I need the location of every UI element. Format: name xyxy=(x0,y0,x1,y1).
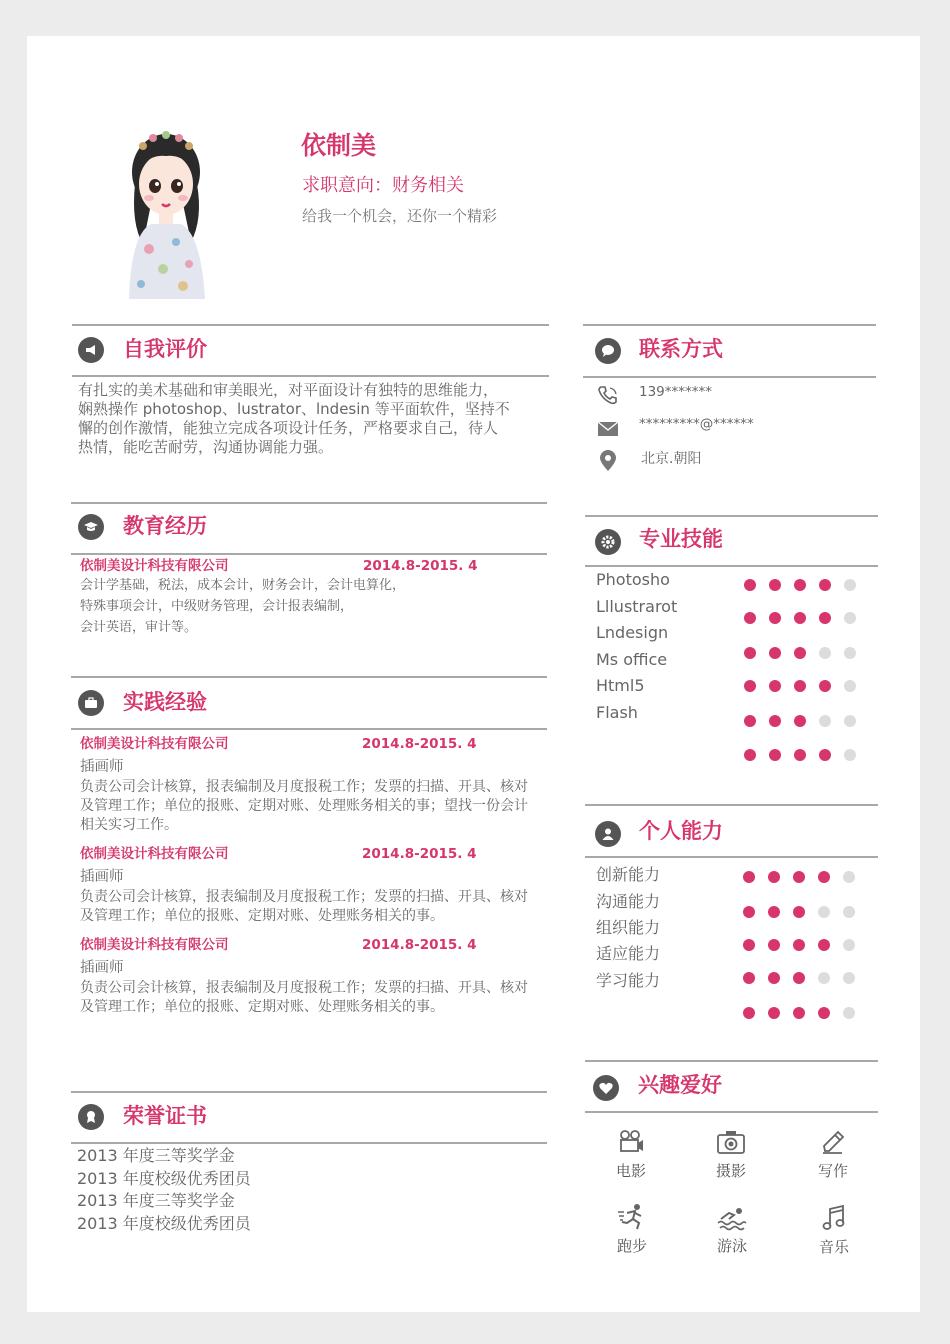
skill-label: Flash xyxy=(596,703,638,722)
skill-rating-dot xyxy=(844,749,856,761)
envelope-icon xyxy=(596,418,620,440)
self-eval-line: 热情，能吃苦耐劳，沟通协调能力强。 xyxy=(78,438,334,456)
hobby-writing xyxy=(803,1128,863,1181)
skill-rating-dot xyxy=(744,579,756,591)
divider xyxy=(585,515,878,517)
self-eval-line: 懈的创作激情，能独立完成各项设计任务，严格要求自己，待人 xyxy=(78,419,499,437)
skill-rating-dot xyxy=(744,647,756,659)
hobby-swimming xyxy=(702,1203,762,1256)
motto: 给我一个机会，还你一个精彩 xyxy=(302,207,498,225)
practice-line: 负责公司会计核算，报表编制及月度报税工作；发票的扫描、开具、核对 xyxy=(80,889,528,905)
ability-rating-dot xyxy=(743,972,755,984)
skill-rating-dot xyxy=(794,715,806,727)
phone-icon xyxy=(596,384,620,406)
ability-rating-dot xyxy=(768,972,780,984)
ability-rating-dot xyxy=(768,906,780,918)
practice-role: 插画师 xyxy=(80,869,124,885)
skill-rating-row xyxy=(744,579,869,591)
skill-rating-dot xyxy=(744,680,756,692)
ability-rating-dot xyxy=(743,906,755,918)
skill-rating-dot xyxy=(819,749,831,761)
skill-rating-dot xyxy=(744,749,756,761)
divider xyxy=(71,1091,547,1093)
contact-phone: 139******* xyxy=(639,384,713,400)
practice-company: 依制美设计科技有限公司 xyxy=(80,846,229,862)
ability-rating-dot xyxy=(793,972,805,984)
ability-rating-dot xyxy=(818,871,830,883)
ability-rating-dot xyxy=(743,1007,755,1019)
divider xyxy=(583,324,876,326)
skill-rating-dot xyxy=(794,749,806,761)
avatar-illustration xyxy=(121,124,211,304)
job-objective: 求职意向：财务相关 xyxy=(302,175,464,196)
award-medal-icon xyxy=(78,1104,104,1130)
ability-rating-dot xyxy=(793,1007,805,1019)
resume-page xyxy=(27,36,920,1312)
hobby-photography xyxy=(701,1128,761,1181)
divider xyxy=(71,1142,547,1144)
candidate-name: 依制美 xyxy=(301,131,377,160)
hobby-label: 写作 xyxy=(817,1162,848,1180)
divider xyxy=(585,804,878,806)
hobby-movie xyxy=(601,1128,661,1181)
skill-rating-row xyxy=(744,647,869,659)
self-eval-text xyxy=(78,381,548,457)
practice-line: 相关实习工作。 xyxy=(80,817,178,833)
briefcase-icon xyxy=(78,690,104,716)
heart-icon xyxy=(593,1075,619,1101)
chat-bubble-icon xyxy=(595,338,621,364)
skill-rating-dot xyxy=(819,715,831,727)
honor-item: 2013 年度三等奖学金 xyxy=(77,1146,235,1165)
education-line: 会计学基础，税法，成本会计，财务会计，会计电算化， xyxy=(80,578,406,593)
ability-rating-dot xyxy=(793,906,805,918)
contact-location: 北京.朝阳 xyxy=(641,451,702,467)
skill-label: Lllustrarot xyxy=(596,597,678,616)
contact-email: *********@****** xyxy=(639,416,754,432)
pencil-icon xyxy=(818,1128,848,1156)
ability-label: 组织能力 xyxy=(596,918,661,937)
ability-rating-row xyxy=(743,972,868,984)
skill-rating-dot xyxy=(844,647,856,659)
practice-period: 2014.8-2015. 4 xyxy=(362,846,477,862)
skill-rating-dot xyxy=(794,680,806,692)
honor-item: 2013 年度校级优秀团员 xyxy=(77,1213,251,1233)
skill-rating-dot xyxy=(844,680,856,692)
ability-rating-dot xyxy=(843,871,855,883)
skill-rating-dot xyxy=(819,680,831,692)
skill-label: Ms office xyxy=(596,650,668,669)
hobby-label: 摄影 xyxy=(715,1162,746,1180)
practice-line: 及管理工作；单位的报账、定期对账、处理账务相关的事。 xyxy=(80,999,444,1015)
ability-rating-dot xyxy=(843,939,855,951)
ability-rating-dot xyxy=(768,939,780,951)
skill-rating-dot xyxy=(794,612,806,624)
ability-label: 适应能力 xyxy=(596,944,661,963)
divider xyxy=(71,502,547,504)
skill-rating-dot xyxy=(844,579,856,591)
ability-rating-row xyxy=(743,939,868,951)
location-pin-icon xyxy=(596,450,620,472)
practice-period: 2014.8-2015. 4 xyxy=(362,736,477,752)
gear-icon xyxy=(595,529,621,555)
practice-line: 负责公司会计核算，报表编制及月度报税工作；发票的扫描、开具、核对 xyxy=(80,980,528,996)
skill-rating-dot xyxy=(794,579,806,591)
abilities-title: 个人能力 xyxy=(639,819,723,843)
hobby-label: 音乐 xyxy=(818,1238,849,1256)
self-eval-title: 自我评价 xyxy=(123,337,207,361)
camera-icon xyxy=(716,1128,746,1156)
skill-rating-dot xyxy=(819,579,831,591)
practice-role: 插画师 xyxy=(80,960,124,976)
music-note-icon xyxy=(819,1204,849,1232)
divider xyxy=(585,856,878,858)
honor-item: 2013 年度校级优秀团员 xyxy=(77,1168,251,1188)
ability-rating-dot xyxy=(818,906,830,918)
practice-line: 及管理工作；单位的报账、定期对账、处理账务相关的事。 xyxy=(80,908,444,924)
divider xyxy=(585,1111,878,1113)
divider xyxy=(71,676,547,678)
ability-rating-dot xyxy=(818,1007,830,1019)
ability-label: 创新能力 xyxy=(596,865,661,884)
honor-item: 2013 年度三等奖学金 xyxy=(77,1191,235,1210)
ability-rating-dot xyxy=(793,939,805,951)
education-period: 2014.8-2015. 4 xyxy=(363,558,478,574)
ability-label: 沟通能力 xyxy=(596,892,661,911)
hobby-music xyxy=(804,1204,864,1257)
ability-rating-dot xyxy=(793,871,805,883)
contact-title: 联系方式 xyxy=(639,337,723,361)
running-icon xyxy=(617,1203,647,1231)
divider xyxy=(583,376,876,378)
skill-rating-dot xyxy=(844,715,856,727)
skill-label: Html5 xyxy=(596,676,645,695)
divider xyxy=(71,553,547,555)
ability-rating-dot xyxy=(843,906,855,918)
skill-rating-row xyxy=(744,680,869,692)
skills-title: 专业技能 xyxy=(639,527,723,551)
education-title: 教育经历 xyxy=(123,514,207,538)
skill-rating-row xyxy=(744,612,869,624)
self-eval-line: 有扎实的美术基础和审美眼光，对平面设计有独特的思维能力， xyxy=(78,381,499,399)
honors-title: 荣誉证书 xyxy=(123,1104,207,1128)
graduation-cap-icon xyxy=(78,514,104,540)
skill-rating-dot xyxy=(819,612,831,624)
swimming-icon xyxy=(717,1203,747,1231)
ability-rating-row xyxy=(743,906,868,918)
megaphone-icon xyxy=(78,337,104,363)
practice-company: 依制美设计科技有限公司 xyxy=(80,736,229,752)
skill-rating-row xyxy=(744,715,869,727)
ability-rating-dot xyxy=(768,871,780,883)
skill-rating-dot xyxy=(769,749,781,761)
ability-rating-dot xyxy=(743,939,755,951)
education-company: 依制美设计科技有限公司 xyxy=(80,558,229,574)
education-line: 特殊事项会计，中级财务管理，会计报表编制， xyxy=(80,599,354,614)
divider xyxy=(585,565,878,567)
ability-rating-row xyxy=(743,871,868,883)
skill-rating-dot xyxy=(819,647,831,659)
skill-rating-dot xyxy=(769,579,781,591)
skill-label: Photosho xyxy=(596,570,670,589)
ability-rating-dot xyxy=(818,972,830,984)
hobby-label: 电影 xyxy=(615,1162,646,1180)
divider xyxy=(585,1060,878,1062)
film-camera-icon xyxy=(616,1128,646,1156)
divider xyxy=(72,324,549,326)
skill-rating-dot xyxy=(769,612,781,624)
practice-period: 2014.8-2015. 4 xyxy=(362,937,477,953)
ability-rating-dot xyxy=(843,972,855,984)
self-eval-line: 娴熟操作 photoshop、lustrator、lndesin 等平面软件，坚持不 xyxy=(78,400,510,418)
skill-rating-dot xyxy=(769,715,781,727)
skill-rating-dot xyxy=(744,612,756,624)
ability-rating-dot xyxy=(843,1007,855,1019)
skill-rating-dot xyxy=(744,715,756,727)
skill-rating-dot xyxy=(769,680,781,692)
ability-rating-dot xyxy=(743,871,755,883)
ability-rating-dot xyxy=(818,939,830,951)
education-line: 会计英语，审计等。 xyxy=(80,620,198,635)
practice-company: 依制美设计科技有限公司 xyxy=(80,937,229,953)
practice-line: 及管理工作；单位的报账、定期对账、处理账务相关的事；望找一份会计 xyxy=(80,798,528,814)
practice-line: 负责公司会计核算，报表编制及月度报税工作；发票的扫描、开具、核对 xyxy=(80,779,528,795)
ability-rating-row xyxy=(743,1007,868,1019)
hobby-label: 跑步 xyxy=(616,1237,647,1255)
ability-label: 学习能力 xyxy=(596,971,661,990)
practice-role: 插画师 xyxy=(80,759,124,775)
honors-list xyxy=(77,1145,251,1235)
skill-rating-dot xyxy=(794,647,806,659)
skill-rating-row xyxy=(744,749,869,761)
divider xyxy=(71,728,547,730)
person-icon xyxy=(595,821,621,847)
ability-rating-dot xyxy=(768,1007,780,1019)
hobby-running xyxy=(602,1203,662,1256)
hobby-label: 游泳 xyxy=(716,1237,747,1255)
skill-label: Lndesign xyxy=(596,623,669,642)
divider xyxy=(72,375,549,377)
hobbies-title: 兴趣爱好 xyxy=(638,1073,722,1097)
skill-rating-dot xyxy=(769,647,781,659)
skill-rating-dot xyxy=(844,612,856,624)
practice-title: 实践经验 xyxy=(123,690,207,714)
